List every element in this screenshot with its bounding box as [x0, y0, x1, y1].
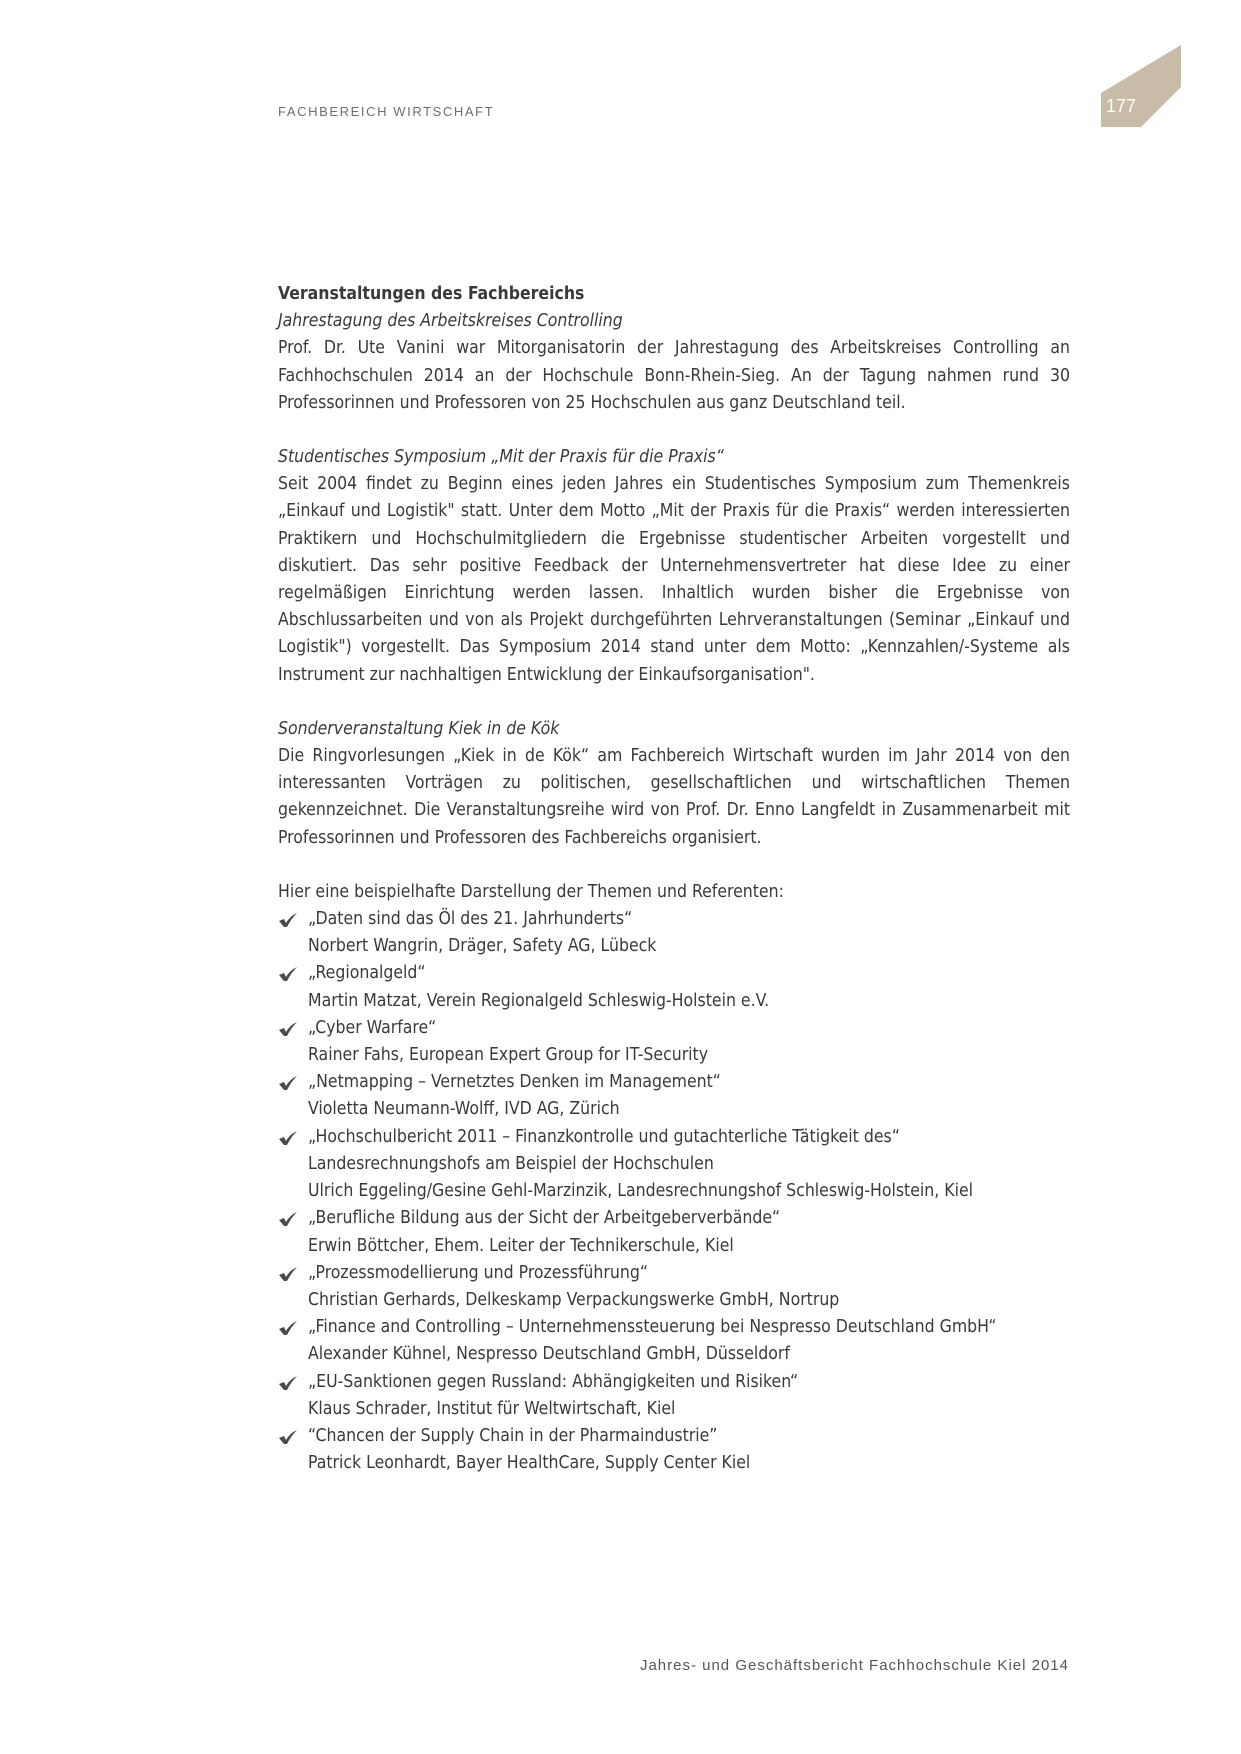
list-item	[278, 1124, 1070, 1206]
page-footer: Jahres- und Geschäftsbericht Fachhochschule Kiel 2014	[639, 1657, 1069, 1674]
subsection-title: Studentisches Symposium „Mit der Praxis für die Praxis“	[278, 447, 724, 468]
checkmark-icon	[278, 1375, 298, 1391]
talk-title: „Netmapping – Vernetztes Denken im Management“	[308, 1072, 721, 1093]
checkmark-icon	[278, 1075, 298, 1091]
running-header: FACHBEREICH WIRTSCHAFT	[278, 104, 495, 119]
talk-speaker: Violetta Neumann-Wolff, IVD AG, Zürich	[308, 1099, 620, 1120]
talk-speaker: Alexander Kühnel, Nespresso Deutschland GmbH, Düsseldorf	[308, 1344, 790, 1365]
talk-speaker: Christian Gerhards, Delkeskamp Verpackungswerke GmbH, Nortrup	[308, 1289, 840, 1310]
checkmark-icon	[278, 1211, 298, 1227]
talks-list	[278, 906, 1070, 1477]
talk-speaker: Erwin Böttcher, Ehem. Leiter der Technikerschule, Kiel	[308, 1235, 734, 1256]
talk-speaker: Klaus Schrader, Institut für Weltwirtschaft, Kiel	[308, 1398, 676, 1419]
talk-speaker: Patrick Leonhardt, Bayer HealthCare, Supply Center Kiel	[308, 1453, 751, 1474]
talk-speaker: Martin Matzat, Verein Regionalgeld Schleswig-Holstein e.V.	[308, 990, 770, 1011]
checkmark-icon	[278, 1320, 298, 1336]
subsection-title: Sonderveranstaltung Kiek in de Kök	[278, 718, 560, 739]
checkmark-icon	[278, 966, 298, 982]
main-content	[278, 281, 1070, 1477]
talk-title: „Berufliche Bildung aus der Sicht der Arbeitgeberverbände“	[308, 1208, 781, 1229]
paragraph: Die Ringvorlesungen „Kiek in de Kök“ am Fachbereich Wirtschaft wurden im Jahr 2014 von den interessanten Vorträgen zu politischen, gesellschaftlichen und wirtschaftlichen Themen gekennzeichnet. Die Veranstaltungsreihe wird von Prof. Dr. Enno Langfeldt in Zusammenarbeit mit Professorinnen und Professoren des Fachbereichs organisiert.	[278, 746, 1070, 848]
list-intro: Hier eine beispielhafte Darstellung der Themen und Referenten:	[278, 881, 784, 902]
page-number: 177	[1106, 96, 1137, 116]
talk-title: „Regionalgeld“	[308, 963, 426, 984]
list-item	[278, 1205, 1070, 1259]
list-item	[278, 906, 1070, 960]
subsection-title: Jahrestagung des Arbeitskreises Controlling	[278, 311, 623, 332]
checkmark-icon	[278, 1021, 298, 1037]
talk-title: „Prozessmodellierung und Prozessführung“	[308, 1262, 648, 1283]
talk-title-continued: Landesrechnungshofs am Beispiel der Hochschulen	[308, 1153, 714, 1174]
talk-title: „Daten sind das Öl des 21. Jahrhunderts“	[308, 909, 633, 930]
list-item	[278, 1069, 1070, 1123]
talk-speaker: Norbert Wangrin, Dräger, Safety AG, Lübeck	[308, 936, 657, 957]
checkmark-icon	[278, 1130, 298, 1146]
talk-title: „Hochschulbericht 2011 – Finanzkontrolle und gutachterliche Tätigkeit des“	[308, 1126, 900, 1147]
list-item	[278, 1423, 1070, 1477]
checkmark-icon	[278, 1266, 298, 1282]
checkmark-icon	[278, 1429, 298, 1445]
talk-speaker: Rainer Fahs, European Expert Group for IT-Security	[308, 1045, 709, 1066]
talk-speaker: Ulrich Eggeling/Gesine Gehl-Marzinzik, Landesrechnungshof Schleswig-Holstein, Kiel	[308, 1181, 974, 1202]
talk-title: „Finance and Controlling – Unternehmenssteuerung bei Nespresso Deutschland GmbH“	[308, 1317, 997, 1338]
section-heading: Veranstaltungen des Fachbereichs	[278, 284, 585, 304]
list-item	[278, 1260, 1070, 1314]
talk-title: “Chancen der Supply Chain in der Pharmaindustrie”	[308, 1425, 718, 1446]
list-item	[278, 1369, 1070, 1423]
list-item	[278, 1015, 1070, 1069]
paragraph: Seit 2004 findet zu Beginn eines jeden Jahres ein Studentisches Symposium zum Themenkreis „Einkauf und Logistik" statt. Unter dem Motto „Mit der Praxis für die Praxis“ werden interessierten Praktikern und Hochschulmitgliedern die Ergebnisse studentischer Arbeiten vorgestellt und diskutiert. Das sehr positive Feedback der Unternehmensvertreter hat diese Idee zu einer regelmäßigen Einrichtung werden lassen. Inhaltlich wurden bisher die Ergebnisse von Abschlussarbeiten und von als Projekt durchgeführten Lehrveranstaltungen (Seminar „Einkauf und Logistik") vorgestellt. Das Symposium 2014 stand unter dem Motto: „Kennzahlen/-Systeme als Instrument zur nachhaltigen Entwicklung der Einkaufsorganisation".	[278, 474, 1070, 685]
talk-title: „Cyber Warfare“	[308, 1017, 437, 1038]
list-item	[278, 960, 1070, 1014]
talk-title: „EU-Sanktionen gegen Russland: Abhängigkeiten und Risiken“	[308, 1371, 799, 1392]
list-item	[278, 1314, 1070, 1368]
checkmark-icon	[278, 912, 298, 928]
paragraph: Prof. Dr. Ute Vanini war Mitorganisatorin der Jahrestagung des Arbeitskreises Controlling an Fachhochschulen 2014 an der Hochschule Bonn-Rhein-Sieg. An der Tagung nahmen rund 30 Professorinnen und Professoren von 25 Hochschulen aus ganz Deutschland teil.	[278, 338, 1070, 413]
